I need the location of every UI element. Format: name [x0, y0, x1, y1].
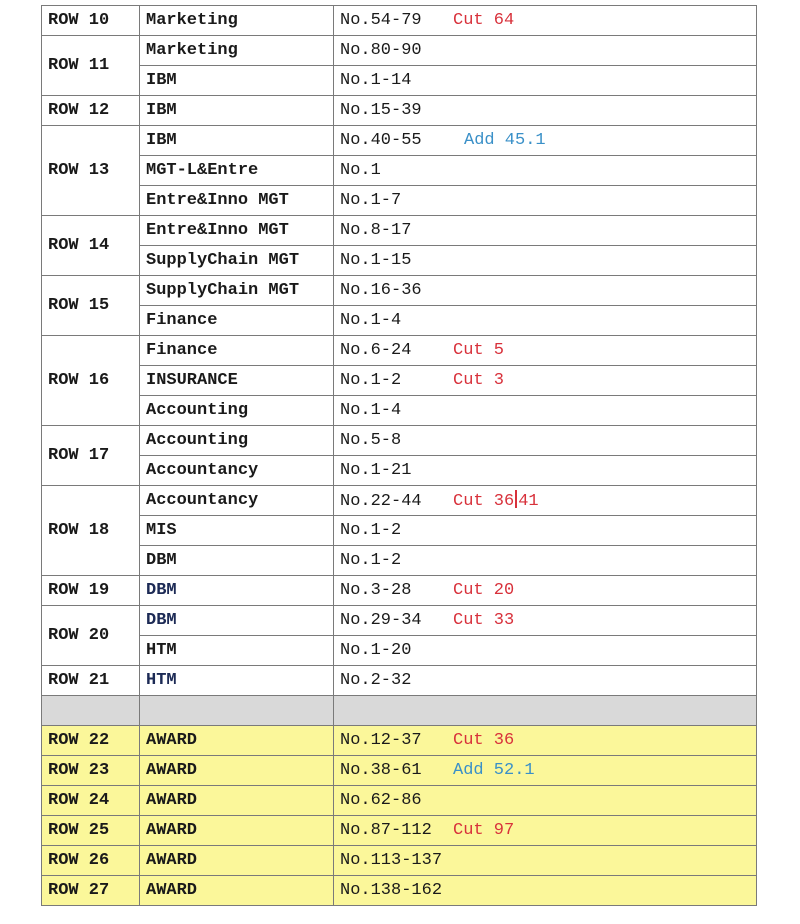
dept-cell: AWARD: [140, 876, 334, 906]
row-label: ROW 20: [42, 606, 140, 666]
number-range: No.15-39: [340, 101, 422, 120]
number-cell: [334, 186, 757, 216]
cut-note: Cut 64: [453, 11, 515, 30]
dept-cell: Accounting: [140, 396, 334, 426]
award-row: [42, 726, 757, 756]
number-cell: [334, 366, 757, 396]
number-cell: [334, 516, 757, 546]
number-cell: [334, 786, 757, 816]
table-row: [42, 396, 757, 426]
number-range: No.8-17: [340, 221, 412, 240]
number-cell: [334, 426, 757, 456]
row-label: ROW 18: [42, 486, 140, 576]
table-row: [42, 186, 757, 216]
number-range: No.1-14: [340, 71, 412, 90]
number-cell: [334, 486, 757, 516]
row-label: ROW 23: [42, 756, 140, 786]
cut-note: Cut 5: [453, 341, 505, 360]
number-cell: [334, 36, 757, 66]
row-label: ROW 15: [42, 276, 140, 336]
award-row: [42, 846, 757, 876]
table-row: [42, 306, 757, 336]
add-note: Add 52.1: [453, 761, 535, 780]
number-range: No.6-24: [340, 341, 412, 360]
number-range: No.1-2: [340, 551, 402, 570]
number-range: No.22-44: [340, 492, 422, 511]
dept-cell: AWARD: [140, 816, 334, 846]
number-range: No.16-36: [340, 281, 422, 300]
number-range: No.1-15: [340, 251, 412, 270]
number-range: No.5-8: [340, 431, 402, 450]
dept-cell: Marketing: [140, 36, 334, 66]
table-row: [42, 426, 757, 456]
table-row: [42, 576, 757, 606]
dept-cell: Entre&Inno MGT: [140, 186, 334, 216]
number-range: No.138-162: [340, 881, 443, 900]
row-label: ROW 10: [42, 6, 140, 36]
number-cell: [334, 216, 757, 246]
number-cell: [334, 96, 757, 126]
number-cell: [334, 456, 757, 486]
spacer-cell: [140, 696, 334, 726]
cut-note: Cut 33: [453, 611, 515, 630]
number-range: No.1: [340, 161, 381, 180]
award-row: [42, 756, 757, 786]
row-label: ROW 26: [42, 846, 140, 876]
dept-cell: IBM: [140, 96, 334, 126]
number-range: No.1-4: [340, 401, 402, 420]
number-cell: [334, 306, 757, 336]
number-range: No.1-7: [340, 191, 402, 210]
table-row: [42, 366, 757, 396]
dept-cell: Accountancy: [140, 456, 334, 486]
table-row: [42, 96, 757, 126]
dept-cell: INSURANCE: [140, 366, 334, 396]
dept-cell: Marketing: [140, 6, 334, 36]
award-row: [42, 786, 757, 816]
number-range: No.87-112: [340, 821, 432, 840]
table-row: [42, 36, 757, 66]
row-label: ROW 11: [42, 36, 140, 96]
number-range: No.1-21: [340, 461, 412, 480]
dept-cell: DBM: [140, 606, 334, 636]
table-row: [42, 546, 757, 576]
dept-cell: AWARD: [140, 846, 334, 876]
award-row: [42, 816, 757, 846]
number-cell: [334, 666, 757, 696]
dept-cell: AWARD: [140, 756, 334, 786]
dept-cell: HTM: [140, 636, 334, 666]
table-row: [42, 456, 757, 486]
cut-note: Cut 3: [453, 371, 505, 390]
number-cell: [334, 726, 757, 756]
table-row: [42, 156, 757, 186]
dept-cell: MIS: [140, 516, 334, 546]
dept-cell: DBM: [140, 576, 334, 606]
table-row: [42, 606, 757, 636]
table-row: [42, 666, 757, 696]
table-row: [42, 516, 757, 546]
dept-cell: Finance: [140, 306, 334, 336]
dept-cell: DBM: [140, 546, 334, 576]
row-label: ROW 14: [42, 216, 140, 276]
number-cell: [334, 846, 757, 876]
dept-cell: AWARD: [140, 786, 334, 816]
row-label: ROW 24: [42, 786, 140, 816]
number-cell: [334, 156, 757, 186]
table-row: [42, 276, 757, 306]
dept-cell: Finance: [140, 336, 334, 366]
row-label: ROW 21: [42, 666, 140, 696]
row-label: ROW 27: [42, 876, 140, 906]
row-label: ROW 25: [42, 816, 140, 846]
number-cell: [334, 276, 757, 306]
number-cell: [334, 396, 757, 426]
number-range: No.3-28: [340, 581, 412, 600]
number-range: No.80-90: [340, 41, 422, 60]
cut-note: Cut 36: [453, 731, 515, 750]
number-cell: [334, 606, 757, 636]
dept-cell: MGT-L&Entre: [140, 156, 334, 186]
spacer-row: [42, 696, 757, 726]
dept-cell: HTM: [140, 666, 334, 696]
number-cell: [334, 756, 757, 786]
row-label: ROW 22: [42, 726, 140, 756]
cut-note: Cut 36: [453, 492, 515, 511]
number-cell: [334, 636, 757, 666]
dept-cell: IBM: [140, 66, 334, 96]
number-range: No.12-37: [340, 731, 422, 750]
number-cell: [334, 126, 757, 156]
table-row: [42, 216, 757, 246]
table-row: [42, 6, 757, 36]
number-range: No.2-32: [340, 671, 412, 690]
cut-note: Cut 97: [453, 821, 515, 840]
dept-cell: Entre&Inno MGT: [140, 216, 334, 246]
number-cell: [334, 336, 757, 366]
table-row: [42, 126, 757, 156]
spacer-cell: [334, 696, 757, 726]
number-range: No.38-61: [340, 761, 422, 780]
number-range: No.1-2: [340, 521, 402, 540]
number-range: No.54-79: [340, 11, 422, 30]
table-row: [42, 66, 757, 96]
number-range: No.1-4: [340, 311, 402, 330]
number-range: No.29-34: [340, 611, 422, 630]
number-cell: [334, 576, 757, 606]
number-range: No.1-2: [340, 371, 402, 390]
number-range: No.113-137: [340, 851, 443, 870]
row-label: ROW 13: [42, 126, 140, 216]
number-range: No.40-55: [340, 131, 422, 150]
table-row: [42, 336, 757, 366]
row-label: ROW 17: [42, 426, 140, 486]
table-row: [42, 636, 757, 666]
number-cell: [334, 816, 757, 846]
number-range: No.62-86: [340, 791, 422, 810]
text-cursor: [515, 490, 517, 508]
dept-cell: SupplyChain MGT: [140, 246, 334, 276]
dept-cell: AWARD: [140, 726, 334, 756]
seating-table: [41, 5, 757, 906]
award-row: [42, 876, 757, 906]
dept-cell: Accounting: [140, 426, 334, 456]
table-row: [42, 246, 757, 276]
row-label: ROW 12: [42, 96, 140, 126]
number-cell: [334, 876, 757, 906]
cut-note: Cut 20: [453, 581, 515, 600]
row-label: ROW 19: [42, 576, 140, 606]
number-cell: [334, 546, 757, 576]
dept-cell: SupplyChain MGT: [140, 276, 334, 306]
number-cell: [334, 6, 757, 36]
table-row: [42, 486, 757, 516]
spacer-cell: [42, 696, 140, 726]
cut-note-extra: 41: [518, 492, 539, 511]
number-cell: [334, 246, 757, 276]
dept-cell: IBM: [140, 126, 334, 156]
add-note: Add 45.1: [464, 131, 546, 150]
row-label: ROW 16: [42, 336, 140, 426]
number-cell: [334, 66, 757, 96]
dept-cell: Accountancy: [140, 486, 334, 516]
number-range: No.1-20: [340, 641, 412, 660]
